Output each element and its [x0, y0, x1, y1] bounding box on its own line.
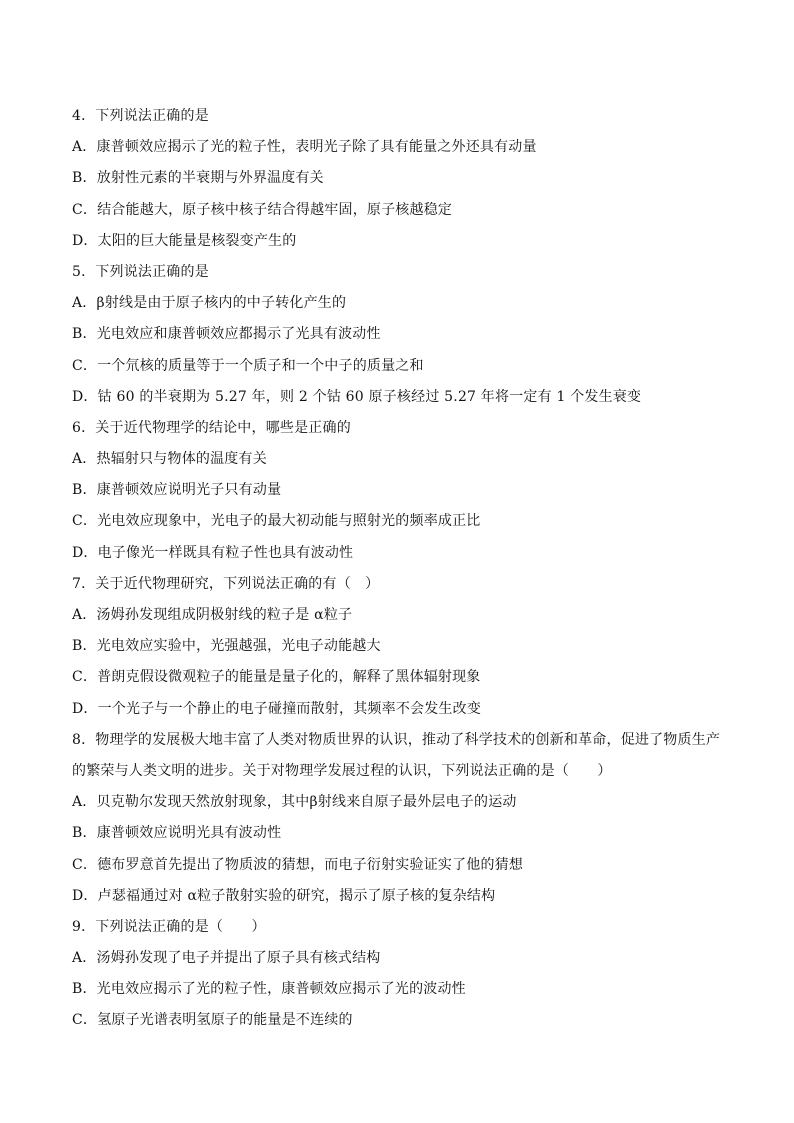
- option-c: C．光电效应现象中，光电子的最大初动能与照射光的频率成正比: [72, 513, 481, 530]
- question-5: [72, 257, 732, 413]
- option-a: A．汤姆孙发现组成阴极射线的粒子是 α粒子: [72, 607, 353, 623]
- question-stem: 6．关于近代物理学的结论中，哪些是正确的: [72, 419, 351, 436]
- question-stem: 7．关于近代物理研究，下列说法正确的有（ ）: [72, 575, 380, 592]
- option-a: A．热辐射只与物体的温度有关: [72, 451, 267, 468]
- option-a: A．康普顿效应揭示了光的粒子性，表明光子除了具有能量之外还具有动量: [72, 139, 537, 156]
- option-d: D．卢瑟福通过对 α粒子散射实验的研究，揭示了原子核的复杂结构: [72, 887, 496, 904]
- option-b: B．光电效应实验中，光强越强，光电子动能越大: [72, 638, 381, 655]
- option-b: B．康普顿效应说明光子只有动量: [72, 482, 282, 499]
- option-c: C．氢原子光谱表明氢原子的能量是不连续的: [72, 1012, 353, 1029]
- option-d: D．一个光子与一个静止的电子碰撞而散射，其频率不会发生改变: [72, 700, 482, 717]
- question-6: [72, 413, 732, 569]
- question-7: [72, 569, 732, 725]
- option-a: A．贝克勒尔发现天然放射现象，其中β射线来自原子最外层电子的运动: [72, 794, 517, 811]
- question-stem: 8．物理学的发展极大地丰富了人类对物质世界的认识，推动了科学技术的创新和革命，促进了物质生产的繁荣与人类文明的进步。关于对物理学发展过程的认识，下列说法正确的是（ ）: [72, 731, 721, 779]
- option-b: B．光电效应揭示了光的粒子性，康普顿效应揭示了光的波动性: [72, 981, 466, 998]
- option-a: A．汤姆孙发现了电子并提出了原子具有核式结构: [72, 950, 381, 967]
- option-c: C．德布罗意首先提出了物质波的猜想，而电子衍射实验证实了他的猜想: [72, 856, 524, 873]
- question-stem: 9．下列说法正确的是（ ）: [72, 918, 266, 935]
- question-stem: 5．下列说法正确的是: [72, 263, 209, 280]
- option-c: C．普朗克假设微观粒子的能量是量子化的，解释了黑体辐射现象: [72, 669, 481, 686]
- option-d: D．太阳的巨大能量是核裂变产生的: [72, 232, 297, 249]
- question-9: [72, 912, 732, 1037]
- question-4: [72, 101, 732, 257]
- option-c: C．一个氘核的质量等于一个质子和一个中子的质量之和: [72, 357, 424, 374]
- option-b: B．康普顿效应说明光具有波动性: [72, 825, 282, 842]
- option-d: D．钴 60 的半衰期为 5.27 年，则 2 个钴 60 原子核经过 5.27 年将一定有 1 个发生衰变: [72, 388, 642, 405]
- question-list: [72, 101, 732, 1037]
- option-c: C．结合能越大，原子核中核子结合得越牢固，原子核越稳定: [72, 201, 453, 218]
- question-8: [72, 725, 732, 912]
- option-d: D．电子像光一样既具有粒子性也具有波动性: [72, 544, 354, 561]
- option-b: B．光电效应和康普顿效应都揭示了光具有波动性: [72, 326, 381, 343]
- question-stem: 4．下列说法正确的是: [72, 108, 209, 124]
- option-b: B．放射性元素的半衰期与外界温度有关: [72, 170, 324, 187]
- option-a: A．β射线是由于原子核内的中子转化产生的: [72, 295, 347, 312]
